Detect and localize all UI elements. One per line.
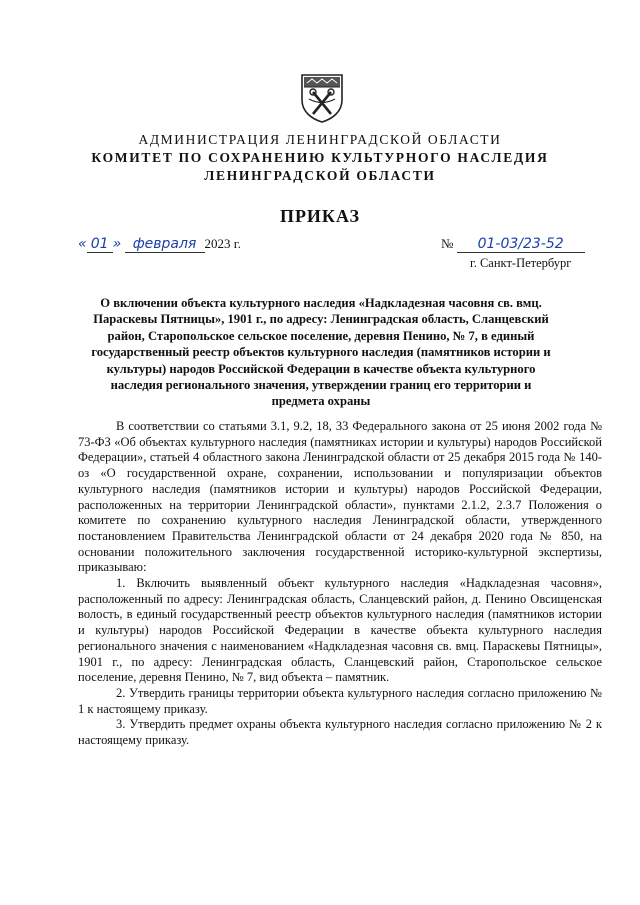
header-committee: КОМИТЕТ ПО СОХРАНЕНИЮ КУЛЬТУРНОГО НАСЛЕДИЯ [91,150,549,165]
document-body [78,419,602,749]
document-city: г. Санкт-Петербург [470,256,572,270]
document-subject: О включении объекта культурного наследия «Надкладезная часовня св. вмц. Параскевы Пятницы», 1901 г., по адресу: Ленинградская область, Сланцевский район, Старопольское сельское поселение, деревня Пенино, № 7, в единый государственный реестр объектов культурного наследия (памятников истории и культуры) народов Российской Федерации в качестве объекта культурного наследия регионального значения, утверждении границ его территории и предмета охраны [91,296,551,409]
date-year: 2023 г. [204,236,241,251]
body-paragraph-item-3: 3. Утвердить предмет охраны объекта культурного наследия согласно приложению № 2 к настоящему приказу. [78,717,602,748]
date-quote-open: « [78,236,87,252]
header-region: ЛЕНИНГРАДСКОЙ ОБЛАСТИ [204,168,436,183]
date-quote-close: » [112,236,122,252]
date-day: 01 [87,236,113,253]
document-number [441,236,585,253]
coat-of-arms-icon [299,72,345,124]
header-administration: АДМИНИСТРАЦИЯ ЛЕНИНГРАДСКОЙ ОБЛАСТИ [138,132,502,147]
document-title: ПРИКАЗ [279,206,361,226]
number-value: 01-03/23-52 [457,236,585,253]
document-date [78,236,241,253]
body-paragraph-item-1: 1. Включить выявленный объект культурного наследия «Надкладезная часовня», расположенный по адресу: Ленинградская область, Сланцевский район, д. Пенино Овсищенская волость, в единый государственный реестр объектов культурного наследия (памятников истории и культуры) народов Российской Федерации в качестве объекта культурного наследия регионального значения с наименованием «Надкладезная часовня св. вмц. Параскевы Пятницы», 1901 г., по адресу: Ленинградская область, Сланцевский район, Старопольское сельское поселение, деревня Пенино, № 7, вид объекта – памятник. [78,576,602,685]
body-paragraph-preamble: В соответствии со статьями 3.1, 9.2, 18, 33 Федерального закона от 25 июня 2002 года № 73-ФЗ «Об объектах культурного наследия (памятниках истории и культуры) народов Российской Федерации», статьей 4 областного закона Ленинградской области от 25 декабря 2015 года № 140-оз «О государственной охране, сохранении, использовании и популяризации объектов культурного наследия (памятников истории и культуры) народов Российской Федерации, расположенных на территории Ленинградской области», пунктами 2.1.2, 2.3.7 Положения о комитете по сохранению культурного наследия Ленинградской области, утвержденного постановлением Правительства Ленинградской области от 24 декабря 2020 года № 850, на основании положительного заключения государственной историко-культурной экспертизы, приказываю: [78,419,602,575]
number-prefix: № [441,236,454,251]
date-month: февраля [125,236,205,253]
body-paragraph-item-2: 2. Утвердить границы территории объекта культурного наследия согласно приложению № 1 к настоящему приказу. [78,685,602,716]
